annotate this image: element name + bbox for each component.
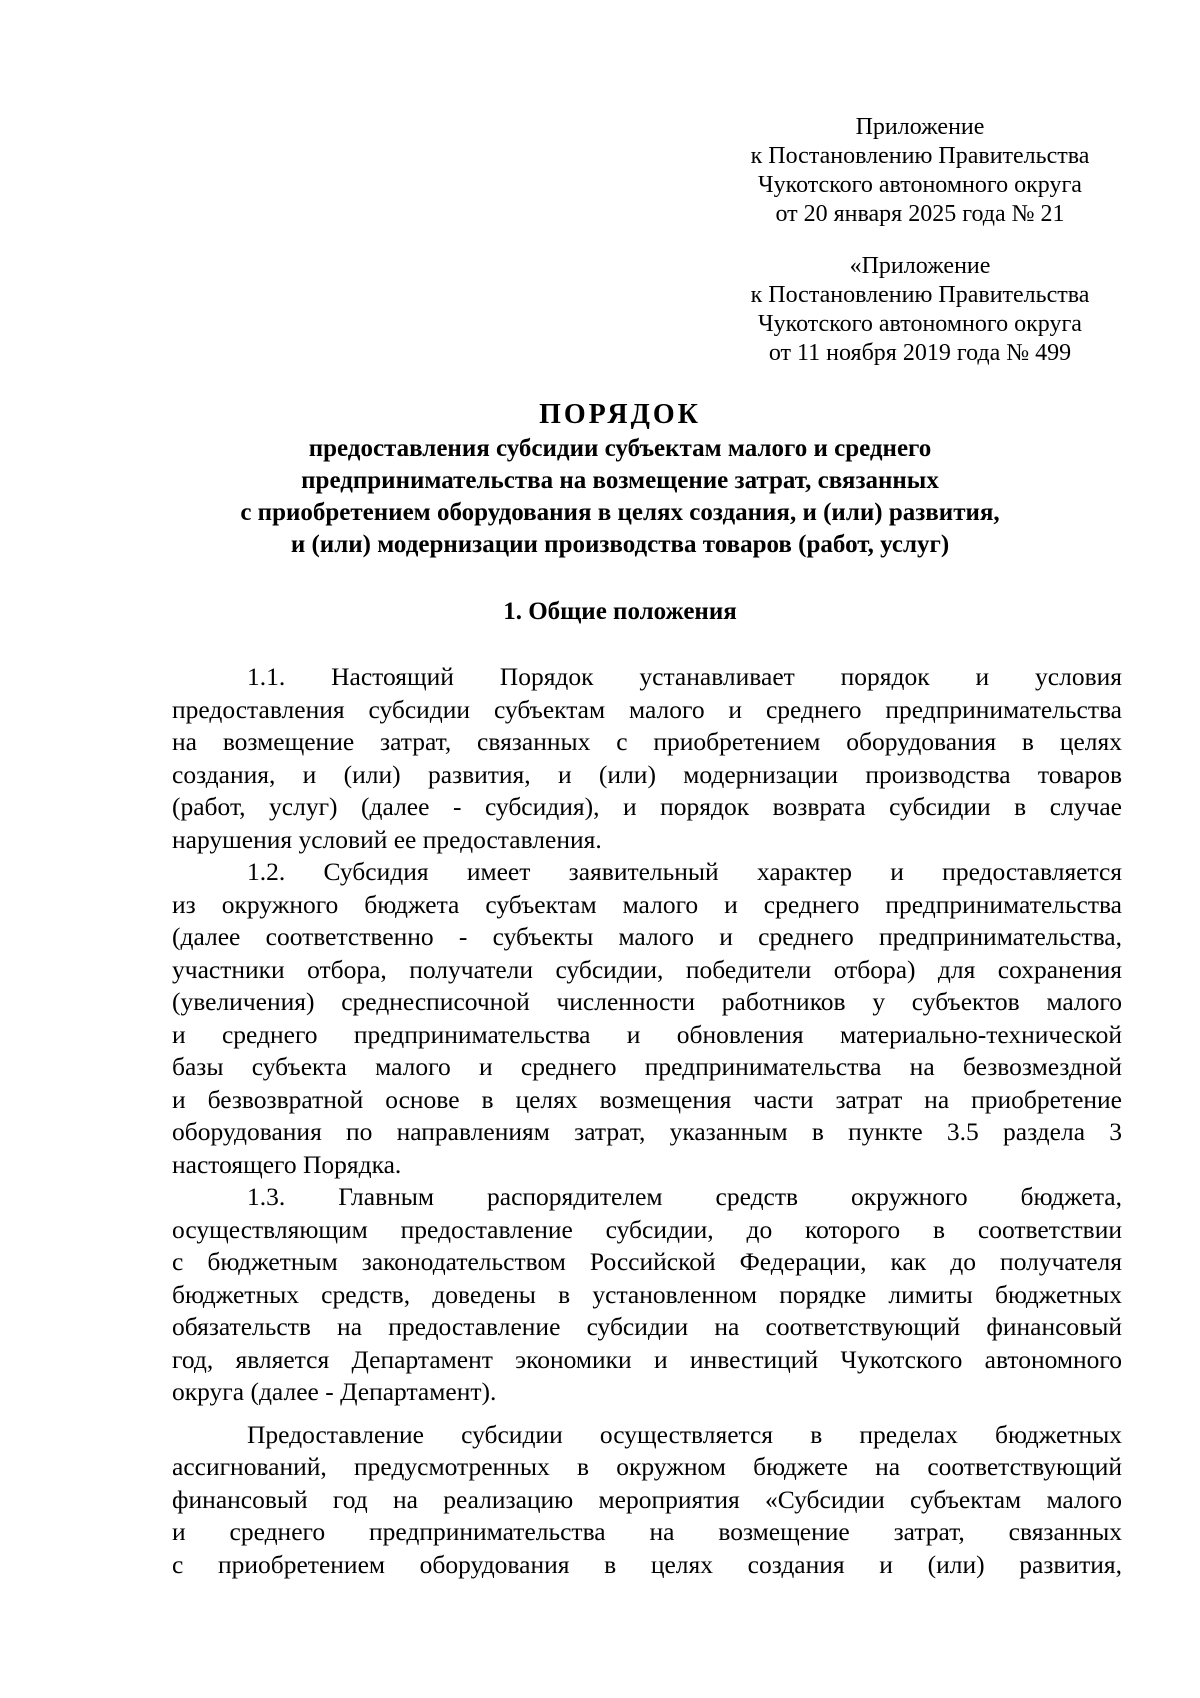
body-line: 1.3. Главным распорядителем средств окружного бюджета, — [247, 1182, 1122, 1211]
stamp-line: Приложение — [855, 114, 985, 140]
body-line: и безвозвратной основе в целях возмещения части затрат на приобретение — [172, 1084, 1122, 1114]
body-line: (увеличения) среднесписочной численности работников у субъектов малого — [172, 987, 1122, 1016]
body-line: осуществляющим предоставление субсидии, до которого в соответствии — [172, 1214, 1122, 1244]
body-line: ассигнований, предусмотренных в окружном бюджете на соответствующий — [172, 1452, 1122, 1481]
document-subtitle — [120, 433, 1120, 561]
body-line: 1.1. Настоящий Порядок устанавливает порядок и условия — [247, 662, 1122, 691]
stamp-line: Чукотского автономного округа — [758, 172, 1082, 198]
body-line: Предоставление субсидии осуществляется в пределах бюджетных — [247, 1419, 1122, 1449]
body-line: бюджетных средств, доведены в установленном порядке лимиты бюджетных — [172, 1279, 1122, 1309]
subtitle-line: и (или) модернизации производства товаров (работ, услуг) — [290, 531, 950, 558]
stamp-line: к Постановлению Правительства — [750, 282, 1090, 308]
stamp-line: от 20 января 2025 года № 21 — [775, 201, 1065, 227]
body-line: (работ, услуг) (далее - субсидия), и порядок возврата субсидии в случае — [172, 792, 1122, 821]
subtitle-line: предоставления субсидии субъектам малого и среднего — [308, 435, 932, 462]
body-line: и среднего предпринимательства на возмещение затрат, связанных — [172, 1517, 1122, 1546]
body-line: на возмещение затрат, связанных с приобретением оборудования в целях — [172, 727, 1122, 756]
approval-stamp-current — [700, 113, 1140, 229]
body-line: и среднего предпринимательства и обновления материально-технической — [172, 1019, 1122, 1049]
body-line: нарушения условий ее предоставления. — [172, 824, 602, 854]
body-line: предоставления субсидии субъектам малого и среднего предпринимательства — [172, 694, 1122, 724]
body-line: с бюджетным законодательством Российской Федерации, как до получателя — [172, 1247, 1122, 1276]
body-line: обязательств на предоставление субсидии на соответствующий финансовый — [172, 1312, 1122, 1341]
body-line: базы субъекта малого и среднего предпринимательства на безвозмездной — [172, 1052, 1122, 1081]
section-heading: 1. Общие положения — [503, 598, 737, 625]
body-line: 1.2. Субсидия имеет заявительный характер и предоставляется — [247, 857, 1122, 886]
body-line: настоящего Порядка. — [172, 1149, 402, 1179]
body-line: с приобретением оборудования в целях создания и (или) развития, — [172, 1549, 1122, 1579]
subtitle-line: с приобретением оборудования в целях создания, и (или) развития, — [240, 499, 1000, 526]
stamp-line: «Приложение — [849, 253, 991, 279]
body-line: год, является Департамент экономики и инвестиций Чукотского автономного — [172, 1344, 1122, 1374]
body-line: оборудования по направлениям затрат, указанным в пункте 3.5 раздела 3 — [172, 1117, 1122, 1146]
body-line: из окружного бюджета субъектам малого и среднего предпринимательства — [172, 889, 1122, 919]
body-line: округа (далее - Департамент). — [172, 1377, 497, 1406]
body-line: создания, и (или) развития, и (или) модернизации производства товаров — [172, 759, 1122, 789]
approval-stamp-original — [700, 252, 1140, 368]
stamp-line: Чукотского автономного округа — [758, 311, 1082, 337]
body-line: финансовый год на реализацию мероприятия «Субсидии субъектам малого — [172, 1484, 1122, 1514]
document-title: ПОРЯДОК — [539, 399, 701, 430]
subtitle-line: предпринимательства на возмещение затрат, связанных — [301, 467, 939, 494]
body-line: (далее соответственно - субъекты малого и среднего предпринимательства, — [172, 922, 1122, 951]
stamp-line: от 11 ноября 2019 года № 499 — [768, 340, 1072, 366]
body-line: участники отбора, получатели субсидии, победители отбора) для сохранения — [172, 954, 1122, 984]
stamp-line: к Постановлению Правительства — [750, 143, 1090, 169]
document-body — [172, 661, 1122, 1581]
